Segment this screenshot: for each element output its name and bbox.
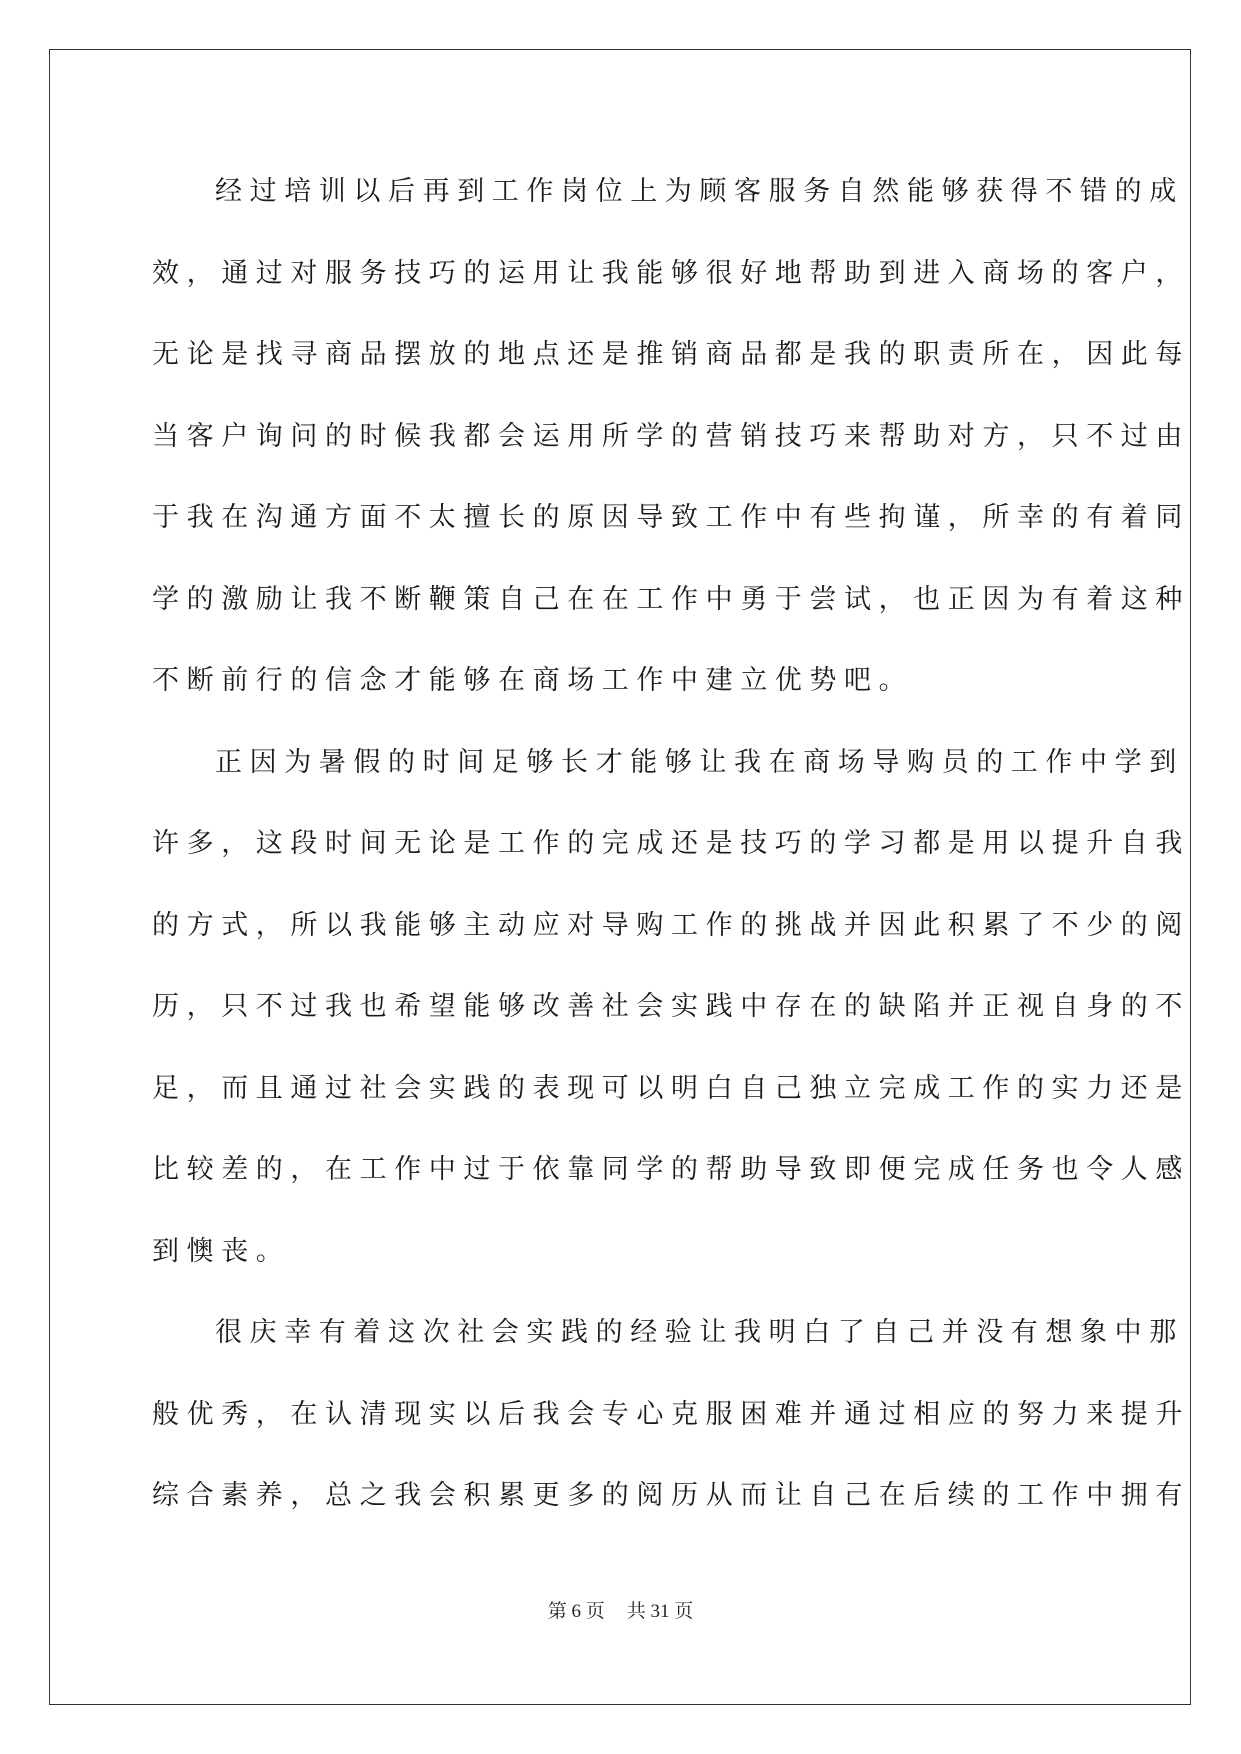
page-footer xyxy=(0,1596,1241,1623)
paragraph-2-line-5: 足，而且通过社会实践的表现可以明白自己独立完成工作的实力还是 xyxy=(152,1072,1190,1104)
paragraph-2-line-1: 正因为暑假的时间足够长才能够让我在商场导购员的工作中学到 xyxy=(215,746,1184,778)
page-number: 第 6 页 xyxy=(547,1601,605,1622)
paragraph-1-line-6: 学的激励让我不断鞭策自己在在工作中勇于尝试，也正因为有着这种 xyxy=(152,583,1190,615)
paragraph-2-line-3: 的方式，所以我能够主动应对导购工作的挑战并因此积累了不少的阅 xyxy=(152,909,1190,941)
paragraph-1-line-1: 经过培训以后再到工作岗位上为顾客服务自然能够获得不错的成 xyxy=(215,176,1184,207)
paragraph-2-line-6: 比较差的，在工作中过于依靠同学的帮助导致即便完成任务也令人感 xyxy=(152,1154,1190,1185)
document-body xyxy=(152,163,1190,1549)
paragraph-2-line-7: 到懊丧。 xyxy=(152,1235,291,1267)
paragraph-3-line-1: 很庆幸有着这次社会实践的经验让我明白了自己并没有想象中那 xyxy=(215,1317,1184,1348)
paragraph-1-line-5: 于我在沟通方面不太擅长的原因导致工作中有些拘谨，所幸的有着同 xyxy=(152,502,1190,533)
paragraph-3-line-2: 般优秀，在认清现实以后我会专心克服困难并通过相应的努力来提升 xyxy=(152,1398,1190,1430)
paragraph-1-line-4: 当客户询问的时候我都会运用所学的营销技巧来帮助对方，只不过由 xyxy=(152,420,1190,452)
paragraph-1-line-2: 效，通过对服务技巧的运用让我能够很好地帮助到进入商场的客户， xyxy=(152,257,1190,289)
paragraph-2-line-2: 许多，这段时间无论是工作的完成还是技巧的学习都是用以提升自我 xyxy=(152,828,1190,859)
paragraph-2-line-4: 历，只不过我也希望能够改善社会实践中存在的缺陷并正视自身的不 xyxy=(152,991,1190,1022)
page-total: 共 31 页 xyxy=(626,1601,694,1622)
paragraph-3-line-3: 综合素养，总之我会积累更多的阅历从而让自己在后续的工作中拥有 xyxy=(152,1480,1190,1511)
paragraph-1-line-7: 不断前行的信念才能够在商场工作中建立优势吧。 xyxy=(152,665,914,696)
paragraph-1-line-3: 无论是找寻商品摆放的地点还是推销商品都是我的职责所在，因此每 xyxy=(152,339,1190,370)
